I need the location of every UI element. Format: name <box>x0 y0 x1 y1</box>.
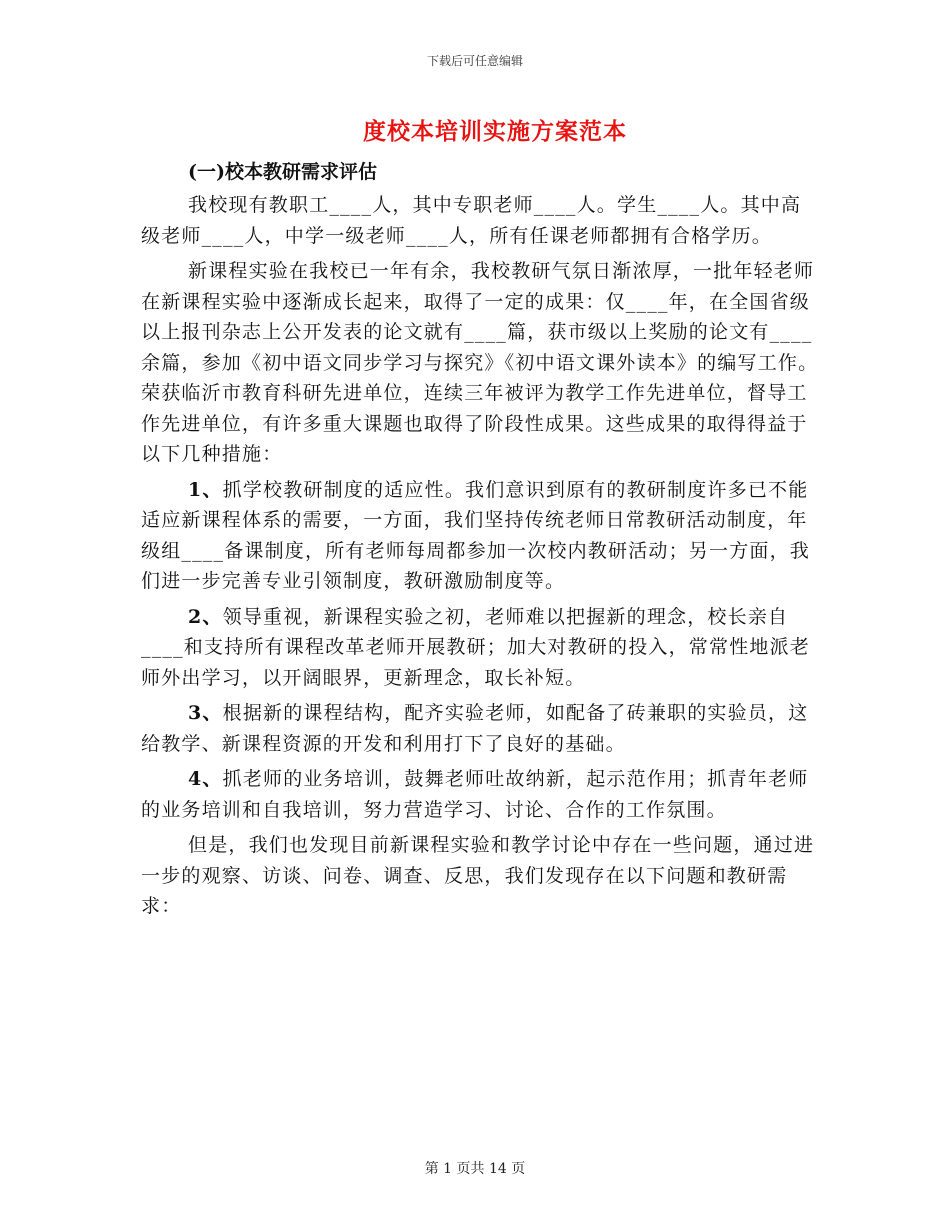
paragraph-measure-4 <box>141 764 821 825</box>
paragraph-number: 1、 <box>188 478 223 501</box>
paragraph-text: 根据新的课程结构，配齐实验老师，如配备了砖兼职的实验员，这给教学、新课程资源的开发和利用打下了良好的基础。 <box>141 702 809 755</box>
paragraph-number: 2、 <box>188 605 223 628</box>
page-footer: 第 1 页共 14 页 <box>424 1161 526 1177</box>
paragraph-text: 但是，我们也发现目前新课程实验和教学讨论中存在一些问题，通过进一步的观察、访谈、问卷、调查、反思，我们发现存在以下问题和教研需求： <box>141 834 815 917</box>
document-body <box>141 190 821 927</box>
paragraph-number: 3、 <box>188 702 223 724</box>
section-heading: (一)校本教研需求评估 <box>188 161 377 183</box>
paragraph-text: 抓学校教研制度的适应性。我们意识到原有的教研制度许多已不能适应新课程体系的需要，一方面，我们坚持传统老师日常教研活动制度，年级组____备课制度，所有老师每周都参加一次校内教研活动；另一方面，我们进一步完善专业引领制度，教研激励制度等。 <box>141 478 811 592</box>
paragraph-text: 领导重视，新课程实验之初，老师难以把握新的理念，校长亲自____和支持所有课程改革老师开展教研；加大对教研的投入，常常性地派老师外出学习，以开阔眼界，更新理念，取长补短。 <box>141 605 811 689</box>
paragraph-staff-info <box>141 190 821 251</box>
document-title: 度校本培训实施方案范本 <box>363 118 627 145</box>
paragraph-text: 抓老师的业务培训，鼓舞老师吐故纳新，起示范作用；抓青年老师的业务培训和自我培训，努力营造学习、讨论、合作的工作氛围。 <box>141 768 809 821</box>
paragraph-measure-1 <box>141 475 821 597</box>
paragraph-achievements <box>141 256 821 470</box>
paragraph-number: 4、 <box>188 768 223 790</box>
paragraph-measure-2 <box>141 602 821 694</box>
paragraph-text: 我校现有教职工____人，其中专职老师____人。学生____人。其中高级老师____人，中学一级老师____人，所有任课老师都拥有合格学历。 <box>141 194 802 247</box>
page-header: 下载后可任意编辑 <box>426 54 523 68</box>
paragraph-problems <box>141 830 821 922</box>
paragraph-measure-3 <box>141 698 821 759</box>
paragraph-text: 新课程实验在我校已一年有余，我校教研气氛日渐浓厚，一批年轻老师在新课程实验中逐渐成长起来，取得了一定的成果：仅____年，在全国省级以上报刊杂志上公开发表的论文就有____篇，获市级以上奖励的论文有____余篇，参加《初中语文同步学习与探究》《初中语文课外读本》的编写工作。荣获临沂市教育科研先进单位，连续三年被评为教学工作先进单位，督导工作先进单位，有许多重大课题也取得了阶段性成果。这些成果的取得得益于以下几种措施： <box>141 260 819 465</box>
